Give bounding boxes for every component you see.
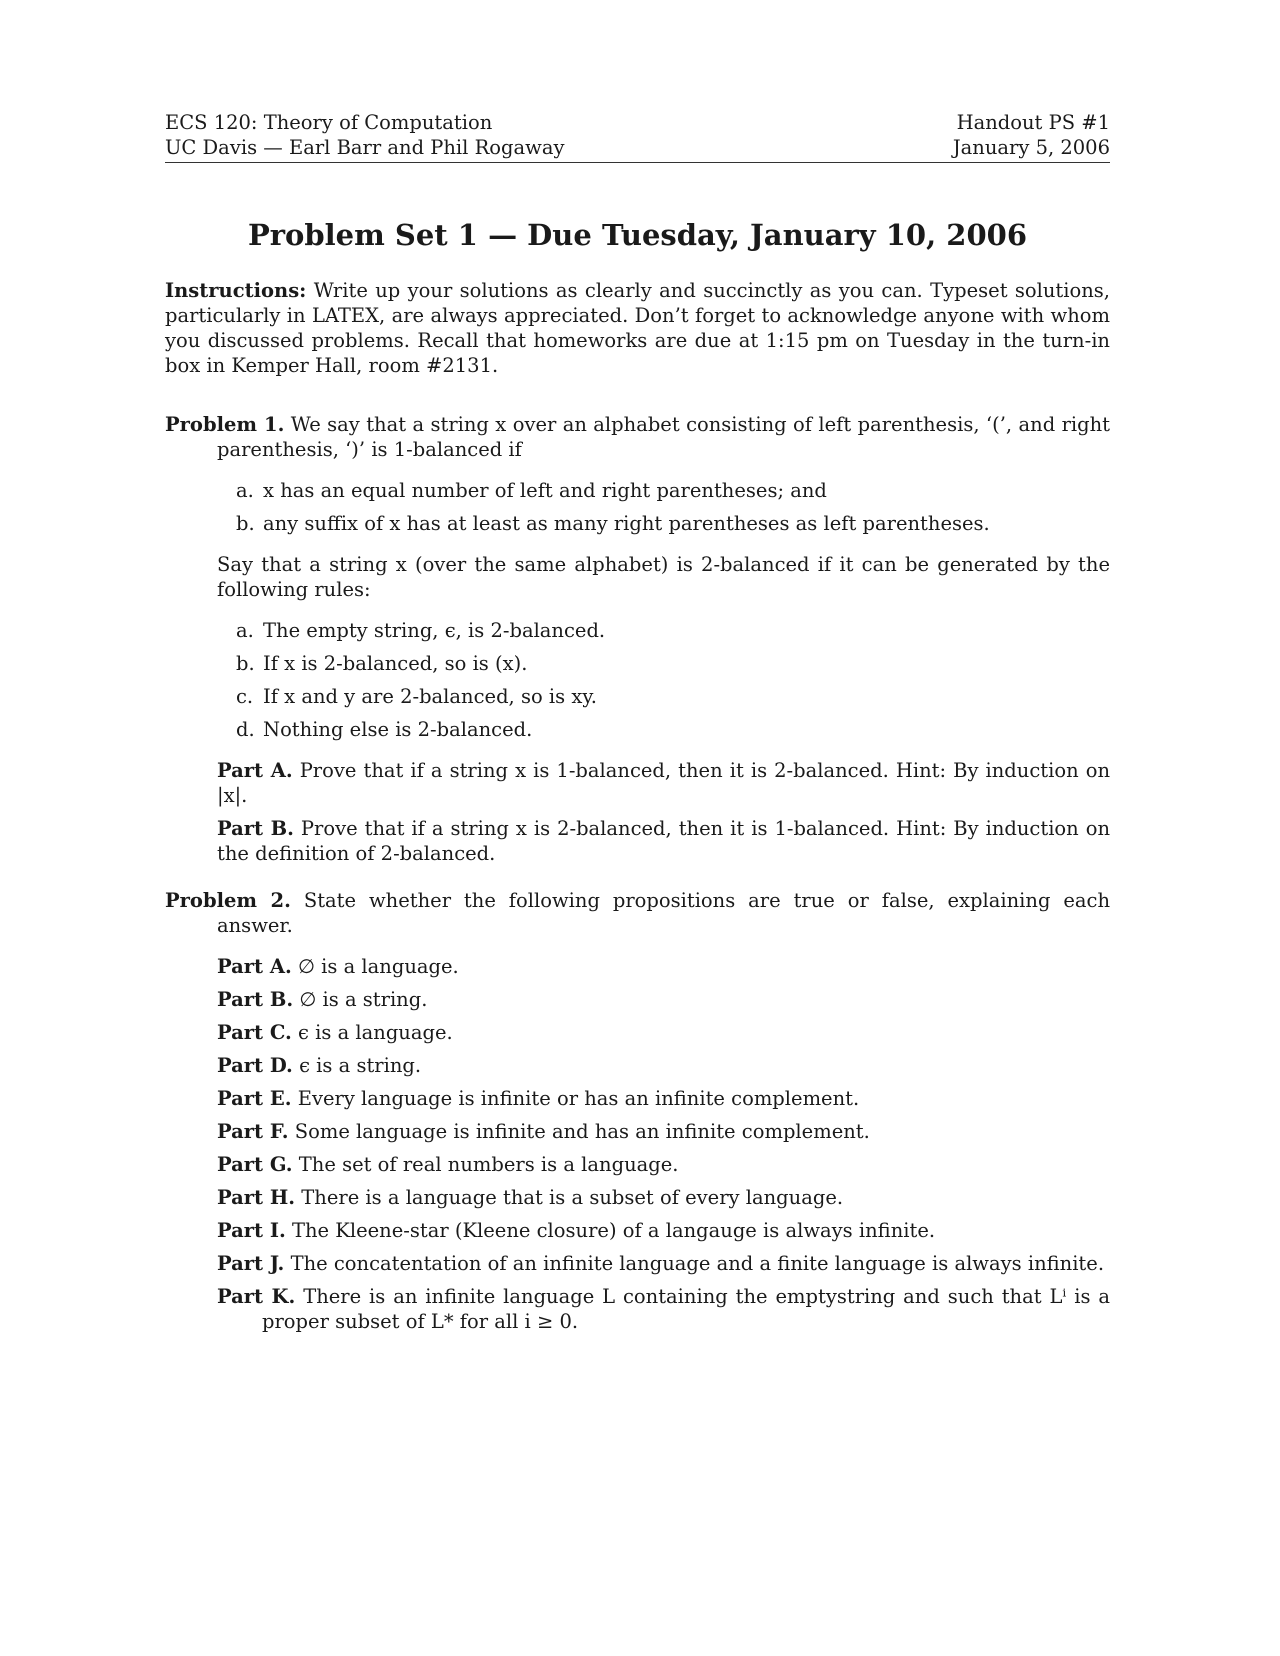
part-text: Every language is infinite or has an infinite complement.: [297, 1087, 860, 1110]
problem-2-intro-line: [165, 888, 1110, 938]
handout-date: January 5, 2006: [952, 136, 1110, 159]
list-item: [236, 478, 1110, 503]
part-label: Part C.: [217, 1021, 292, 1044]
instructions-text: Write up your solutions as clearly and succinctly as you can. Typeset solutions, particularly in LATEX, are always appreciated. Don’t forget to acknowledge anyone with whom you discussed problems. Recall that homeworks are due at 1:15 pm on Tuesday in the turn-in box in Kemper Hall, room #2131.: [165, 279, 1111, 377]
part-label: Part E.: [217, 1087, 292, 1110]
problem-1-intro-line: [165, 412, 1110, 462]
instructions: [165, 278, 1110, 378]
part-label: Part G.: [217, 1153, 293, 1176]
part-label: Part J.: [217, 1252, 285, 1275]
part-label: Part I.: [217, 1219, 286, 1242]
list-text: any suffix of x has at least as many right parentheses as left parentheses.: [263, 512, 990, 535]
list-text: x has an equal number of left and right parentheses; and: [263, 479, 827, 502]
part-label: Part F.: [217, 1120, 289, 1143]
list-item: [217, 1152, 1110, 1177]
list-item: [217, 1086, 1110, 1111]
list-marker: b.: [236, 652, 255, 675]
part-text: Some language is infinite and has an infinite complement.: [294, 1120, 870, 1143]
one-balanced-conditions: [236, 478, 1110, 536]
problem-2: [165, 888, 1110, 1334]
part-text: Prove that if a string x is 2-balanced, then it is 1-balanced. Hint: By induction on the definition of 2-balanced.: [217, 817, 1111, 865]
list-item: [217, 1218, 1110, 1243]
part-text: ∅ is a language.: [297, 955, 459, 978]
list-item: [217, 1185, 1110, 1210]
problem-2-label: Problem 2.: [165, 889, 291, 912]
part-text: The Kleene-star (Kleene closure) of a langauge is always infinite.: [291, 1219, 936, 1242]
list-marker: d.: [236, 718, 255, 741]
part-text: There is an infinite language L containing the emptystring and such that Lⁱ is a proper subset of L* for all i ≥ 0.: [262, 1285, 1110, 1333]
part-label: Part H.: [217, 1186, 296, 1209]
list-item: [217, 954, 1110, 979]
list-item: [217, 1251, 1110, 1276]
list-marker: b.: [236, 512, 255, 535]
problem-1-part-b: [217, 816, 1110, 866]
part-text: ϵ is a language.: [298, 1021, 453, 1044]
part-text: The set of real numbers is a language.: [298, 1153, 679, 1176]
list-item: [236, 684, 1110, 709]
part-label: Part B.: [217, 988, 294, 1011]
handout-number: Handout PS #1: [956, 111, 1110, 134]
list-text: If x is 2-balanced, so is (x).: [263, 652, 528, 675]
list-item: [217, 1020, 1110, 1045]
page-title: Problem Set 1 — Due Tuesday, January 10, 2006: [247, 218, 1028, 252]
part-text: ϵ is a string.: [299, 1054, 422, 1077]
list-text: The empty string, ϵ, is 2-balanced.: [263, 619, 606, 642]
list-item: [236, 651, 1110, 676]
document-page: [165, 110, 1110, 1342]
list-marker: a.: [236, 619, 254, 642]
list-text: Nothing else is 2-balanced.: [263, 718, 533, 741]
problem-1-intro: We say that a string x over an alphabet consisting of left parenthesis, ‘(’, and right parenthesis, ‘)’ is 1-balanced if: [217, 413, 1111, 461]
list-item: [236, 511, 1110, 536]
list-text: If x and y are 2-balanced, so is xy.: [263, 685, 597, 708]
problem-2-parts: [217, 954, 1110, 1334]
problem-2-intro: State whether the following propositions are true or false, explaining each answer.: [217, 889, 1111, 937]
two-balanced-rules: [236, 618, 1110, 742]
part-label: Part A.: [217, 955, 292, 978]
page-header: [165, 110, 1110, 163]
list-item: [236, 618, 1110, 643]
part-label: Part D.: [217, 1054, 293, 1077]
part-text: The concatentation of an infinite language and a finite language is always infinite.: [290, 1252, 1105, 1275]
part-text: There is a language that is a subset of every language.: [301, 1186, 844, 1209]
list-marker: c.: [236, 685, 254, 708]
school-authors: UC Davis — Earl Barr and Phil Rogaway: [165, 136, 565, 159]
list-item: [217, 987, 1110, 1012]
problem-1-body: [217, 478, 1110, 866]
course-name: ECS 120: Theory of Computation: [165, 111, 493, 134]
list-item: [217, 1053, 1110, 1078]
list-item: [236, 717, 1110, 742]
part-label: Part K.: [217, 1285, 296, 1308]
two-balanced-intro: Say that a string x (over the same alphabet) is 2-balanced if it can be generated by the following rules:: [217, 553, 1110, 601]
part-label: Part B.: [217, 817, 294, 840]
problem-1: [165, 412, 1110, 866]
problem-1-label: Problem 1.: [165, 413, 285, 436]
part-text: Prove that if a string x is 1-balanced, then it is 2-balanced. Hint: By induction on |x|.: [217, 759, 1110, 807]
list-marker: a.: [236, 479, 254, 502]
problem-1-part-a: [217, 758, 1110, 808]
list-item: [217, 1119, 1110, 1144]
list-item: [217, 1284, 1110, 1334]
part-label: Part A.: [217, 759, 293, 782]
instructions-label: Instructions:: [165, 279, 307, 302]
part-text: ∅ is a string.: [299, 988, 428, 1011]
